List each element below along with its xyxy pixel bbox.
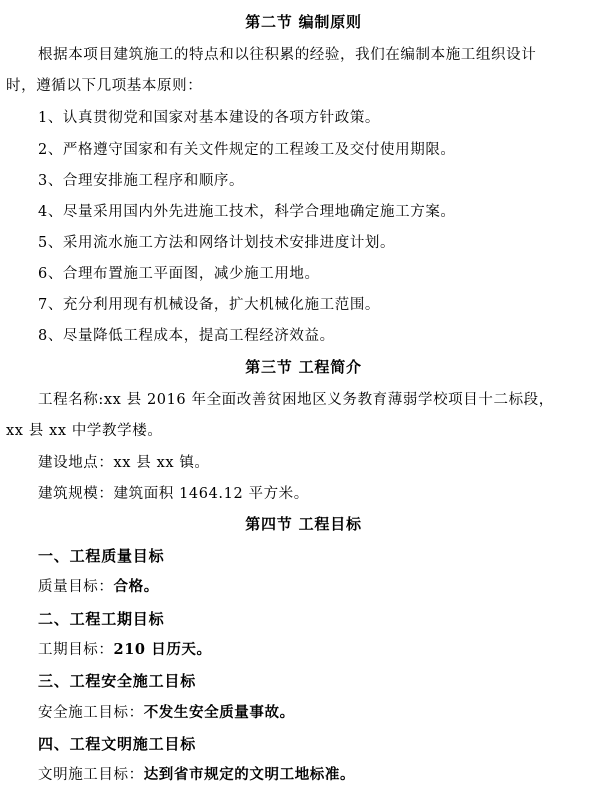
project-name-line-2: xx 县 xx 中学教学楼。	[6, 423, 163, 439]
safety-target-line	[38, 703, 295, 723]
period-target-line	[38, 640, 212, 660]
section-3-title: 第三节 工程简介	[245, 358, 362, 376]
section-2-title: 第二节 编制原则	[245, 13, 362, 31]
period-target-heading: 二、工程工期目标	[38, 610, 165, 628]
period-target-value: 210 日历天。	[113, 641, 212, 658]
safety-target-label: 安全施工目标：	[38, 705, 144, 721]
section-4-title: 第四节 工程目标	[245, 515, 362, 533]
safety-target-value: 不发生安全质量事故。	[143, 704, 295, 721]
principle-item: 4、尽量采用国内外先进施工技术，科学合理地确定施工方案。	[38, 204, 456, 220]
principle-item: 2、严格遵守国家和有关文件规定的工程竣工及交付使用期限。	[38, 142, 456, 158]
civil-target-value: 达到省市规定的文明工地标准。	[143, 766, 356, 783]
quality-target-line	[38, 577, 159, 597]
principle-item: 8、尽量降低工程成本，提高工程经济效益。	[38, 328, 335, 344]
period-target-label: 工期目标：	[38, 642, 114, 658]
project-name-line-1: 工程名称:xx 县 2016 年全面改善贫困地区义务教育薄弱学校项目十二标段，	[38, 392, 554, 408]
principle-item: 3、合理安排施工程序和顺序。	[38, 173, 245, 189]
civil-target-label: 文明施工目标：	[38, 767, 144, 783]
civil-target-line	[38, 765, 355, 785]
principle-item: 6、合理布置施工平面图，减少施工用地。	[38, 266, 320, 282]
section-2-intro-line-2: 时，遵循以下几项基本原则：	[6, 78, 203, 94]
project-location: 建设地点：xx 县 xx 镇。	[38, 455, 210, 471]
principle-item: 1、认真贯彻党和国家对基本建设的各项方针政策。	[38, 110, 381, 126]
quality-target-heading: 一、工程质量目标	[38, 547, 165, 565]
principle-item: 7、充分利用现有机械设备，扩大机械化施工范围。	[38, 297, 381, 313]
quality-target-value: 合格。	[113, 578, 159, 595]
safety-target-heading: 三、工程安全施工目标	[38, 672, 197, 690]
principle-item: 5、采用流水施工方法和网络计划技术安排进度计划。	[38, 235, 396, 251]
project-scale: 建筑规模：建筑面积 1464.12 平方米。	[38, 486, 309, 502]
civil-target-heading: 四、工程文明施工目标	[38, 735, 197, 753]
quality-target-label: 质量目标：	[38, 579, 114, 595]
section-2-intro-line-1: 根据本项目建筑施工的特点和以往积累的经验，我们在编制本施工组织设计	[38, 47, 537, 63]
